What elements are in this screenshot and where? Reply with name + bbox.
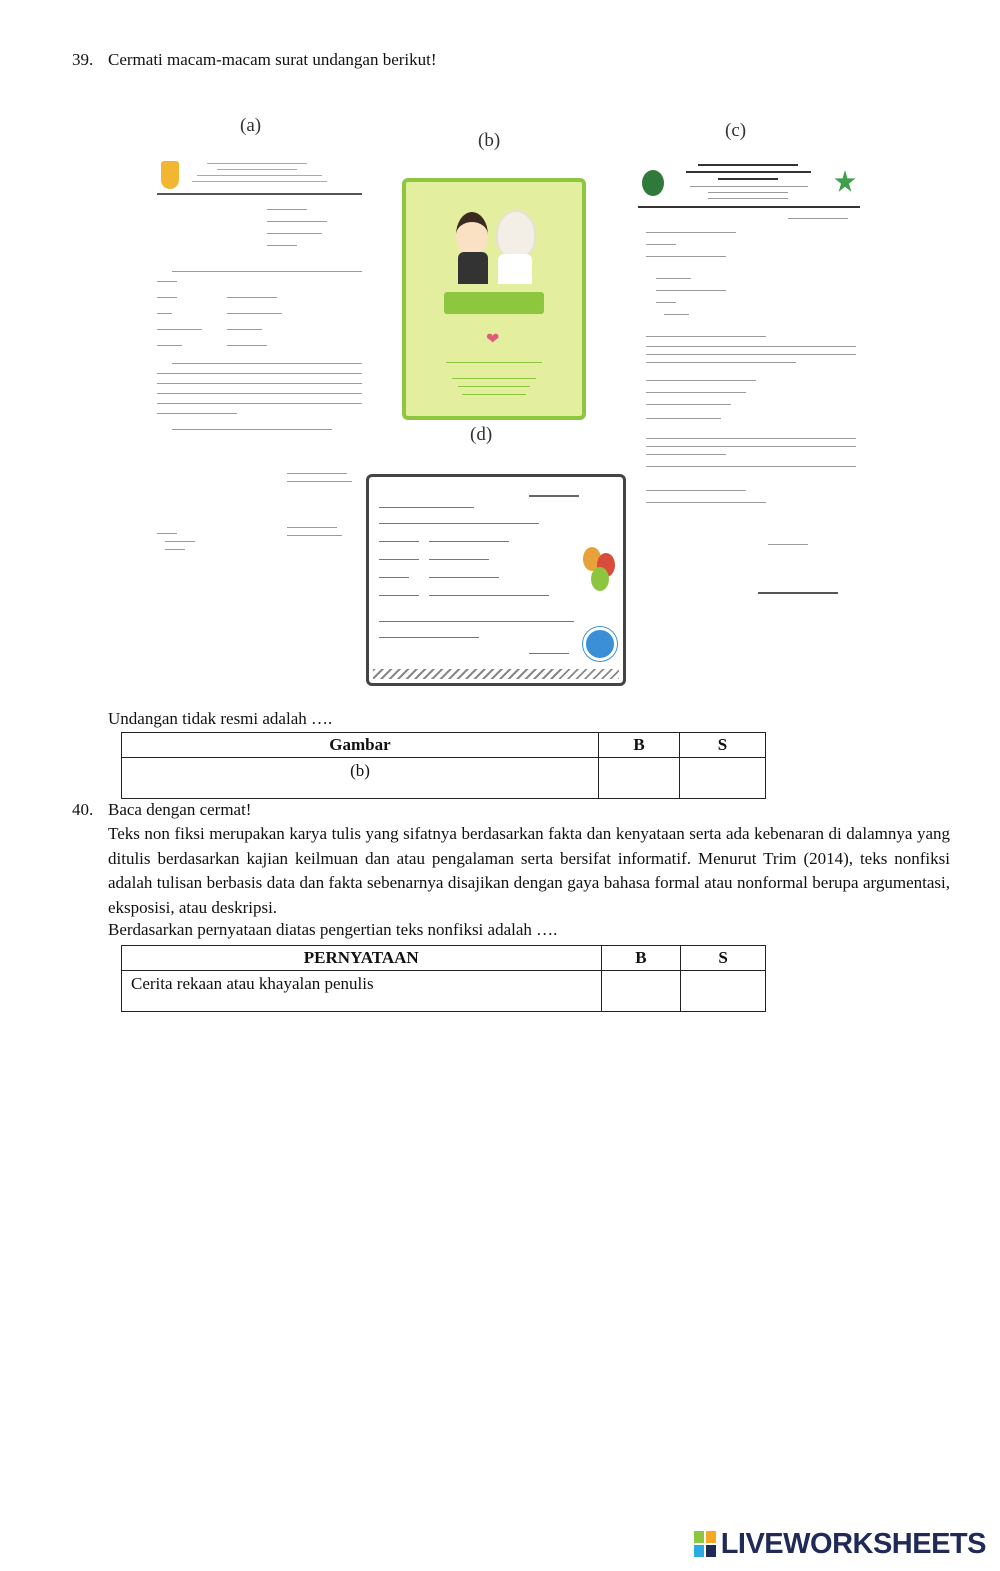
liveworksheets-logo xyxy=(694,1527,986,1559)
figure-label-d: (d) xyxy=(470,424,493,445)
wedding-card-image-b xyxy=(402,178,586,420)
formal-letter-image-c xyxy=(638,156,860,596)
question-39-prompt: Cermati macam-macam surat undangan berikut! xyxy=(108,50,437,69)
question-40-prompt: Baca dengan cermat! xyxy=(108,800,252,819)
table-row xyxy=(122,758,766,799)
answer-cell-b[interactable] xyxy=(601,971,681,1012)
heart-icon: ❤ xyxy=(486,331,500,348)
figure-label-a: (a) xyxy=(240,115,262,136)
star-logo-icon xyxy=(834,170,856,194)
table-header-b: B xyxy=(599,733,680,758)
doraemon-icon xyxy=(583,627,617,661)
statement-cell: (b) xyxy=(122,758,599,799)
invitation-images xyxy=(150,108,870,688)
table-header-s: S xyxy=(681,946,766,971)
table-header-b: B xyxy=(601,946,681,971)
question-39-text: Undangan tidak resmi adalah …. xyxy=(108,709,333,728)
table-header-gambar: Gambar xyxy=(122,733,599,758)
table-header-pernyataan: PERNYATAAN xyxy=(122,946,602,971)
figure-label-c: (c) xyxy=(725,120,747,141)
answer-table-39 xyxy=(121,732,766,799)
informal-invitation-image-d xyxy=(366,474,626,686)
card-banner xyxy=(444,292,544,314)
figure-label-b: (b) xyxy=(478,130,501,151)
table-header-s: S xyxy=(680,733,766,758)
liveworksheets-logo-icon xyxy=(694,1531,718,1557)
bride-icon xyxy=(496,210,536,258)
statement-cell: Cerita rekaan atau khayalan penulis xyxy=(122,971,602,1012)
school-logo-icon xyxy=(642,170,664,196)
table-row xyxy=(122,971,766,1012)
question-40-number: 40. xyxy=(72,800,94,819)
balloon-icon xyxy=(591,567,609,591)
formal-letter-image-a xyxy=(157,157,362,553)
question-40-text: Berdasarkan pernyataan diatas pengertian teks nonfiksi adalah …. xyxy=(108,920,558,939)
question-39-number: 39. xyxy=(72,50,94,69)
answer-table-40 xyxy=(121,945,766,1012)
answer-cell-b[interactable] xyxy=(599,758,680,799)
answer-cell-s[interactable] xyxy=(681,971,766,1012)
answer-cell-s[interactable] xyxy=(680,758,766,799)
question-40-paragraph: Teks non fiksi merupakan karya tulis yang sifatnya berdasarkan fakta dan kenyataan serta ada kebenaran di dalamnya yang ditulis berdasarkan kajian keilmuan dan atau pengalaman serta bersifat informatif. Menurut Trim (2014), teks nonfiksi adalah tulisan berbasis data dan fakta sebenarnya disajikan dengan gaya bahasa formal atau nonformal berupa argumentasi, eksposisi, atau deskripsi. xyxy=(108,824,950,917)
emblem-icon xyxy=(161,161,179,189)
brand-name: LIVEWORKSHEETS xyxy=(720,1527,986,1560)
